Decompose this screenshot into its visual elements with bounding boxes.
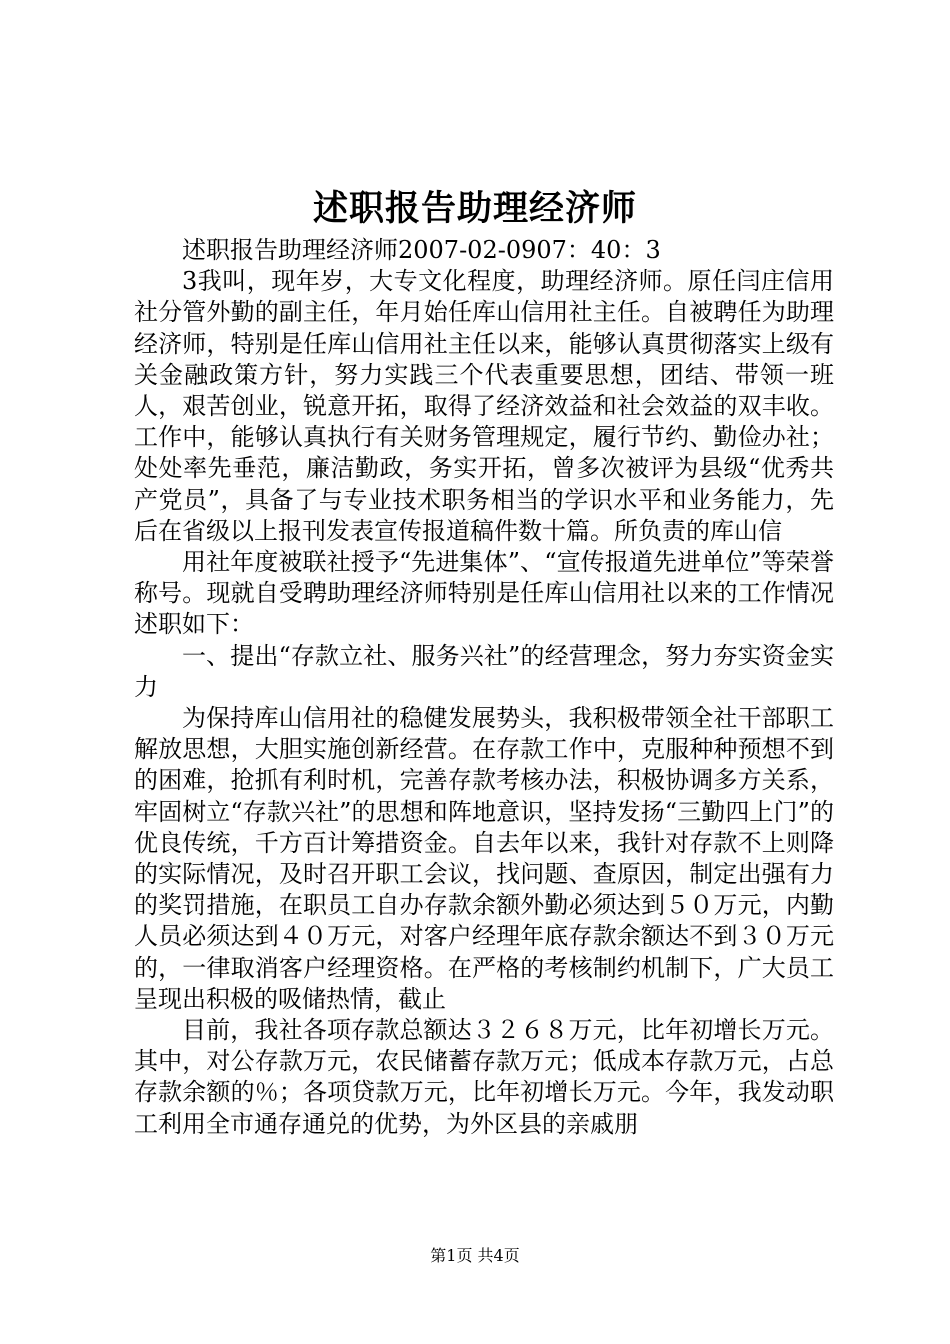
- paragraph-current-status: 目前，我社各项存款总额达３２６８万元，比年初增长万元。其中，对公存款万元，农民储蓄存款万元；低成本存款万元，占总存款余额的％；各项贷款万元，比年初增长万元。今年，我发动职工利用全市通存通兑的优势，为外区县的亲戚朋: [134, 1016, 834, 1138]
- section-heading-one: 一、提出“存款立社、服务兴社”的经营理念，努力夯实资金实力: [134, 641, 834, 701]
- paragraph-deposits: 为保持库山信用社的稳健发展势头，我积极带领全社干部职工解放思想，大胆实施创新经营。在存款工作中，克服种种预想不到的困难，抢抓有利时机，完善存款考核办法，积极协调多方关系，牢固树立“存款兴社”的思想和阵地意识，坚持发扬“三勤四上门”的优良传统，千方百计筹措资金。自去年以来，我针对存款不上则降的实际情况，及时召开职工会议，找问题、查原因，制定出强有力的奖罚措施，在职员工自办存款余额外勤必须达到５０万元，内勤人员必须达到４０万元，对客户经理年底存款余额达不到３０万元的，一律取消客户经理资格。在严格的考核制约机制下，广大员工呈现出积极的吸储热情，截止: [134, 704, 834, 1013]
- paragraph-introduction: 3我叫，现年岁，大专文化程度，助理经济师。原任闫庄信用社分管外勤的副主任，年月始任库山信用社主任。自被聘任为助理经济师，特别是任库山信用社主任以来，能够认真贯彻落实上级有关金融政策方针，努力实践三个代表重要思想，团结、带领一班人，艰苦创业，锐意开拓，取得了经济效益和社会效益的双丰收。工作中，能够认真执行有关财务管理规定，履行节约、勤俭办社；处处率先垂范，廉洁勤政，务实开拓，曾多次被评为县级“优秀共产党员”，具备了与专业技术职务相当的学识水平和业务能力，先后在省级以上报刊发表宣传报道稿件数十篇。所负责的库山信: [134, 267, 834, 545]
- paragraph-header-line: 述职报告助理经济师2007-02-0907：40：3: [182, 236, 661, 264]
- paragraph-honors: 用社年度被联社授予“先进集体”、“宣传报道先进单位”等荣誉称号。现就自受聘助理经济师特别是任库山信用社以来的工作情况述职如下：: [134, 548, 834, 639]
- page-number-footer: 第1页 共4页: [430, 1246, 520, 1265]
- document-body: [134, 235, 834, 1140]
- document-title: 述职报告助理经济师: [312, 188, 637, 229]
